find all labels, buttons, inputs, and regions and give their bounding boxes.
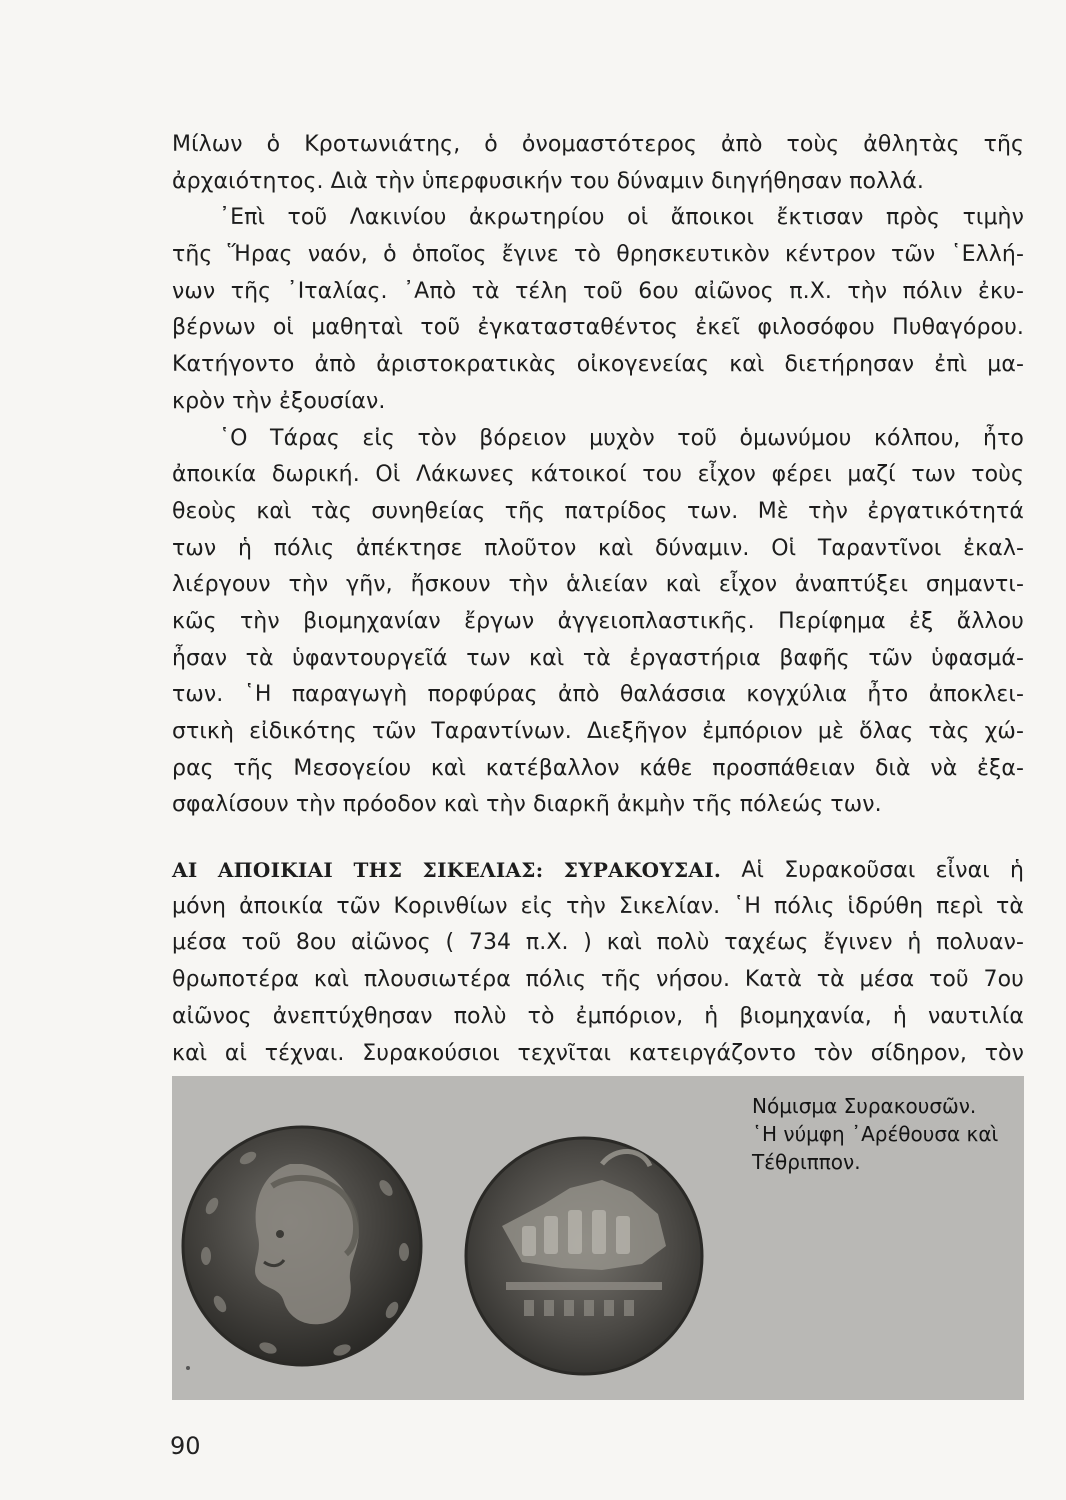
body-text bbox=[172, 127, 1024, 1072]
text-line: κρὸν τὴν ἐξουσίαν. bbox=[172, 388, 386, 414]
paragraph-gap bbox=[172, 824, 1024, 852]
section-first-line-rest: Αἱ Συρακοῦσαι εἶναι ἡ bbox=[741, 858, 1025, 884]
text-line: ἀρχαιότητος. Διὰ τὴν ὑπερφυσικήν του δύναμιν διηγήθησαν πολλά. bbox=[172, 168, 924, 194]
coin-reverse bbox=[466, 1138, 702, 1374]
text-line: των ἡ πόλις ἀπέκτησε πλοῦτον καὶ δύναμιν. Οἱ Ταραντῖνοι ἐκαλ- bbox=[172, 535, 1024, 561]
caption-line: Τέθριππον. bbox=[752, 1150, 861, 1174]
caption-line: ῾Η νύμφη ᾿Αρέθουσα καὶ bbox=[752, 1122, 999, 1146]
text-line: θεοὺς καὶ τὰς συνηθείας τῆς πατρίδος των. Μὲ τὴν ἐργατικότητά bbox=[172, 498, 1024, 524]
page-number: 90 bbox=[170, 1432, 201, 1460]
text-line: λιέργουν τὴν γῆν, ἤσκουν τὴν ἁλιείαν καὶ εἶχον ἀναπτύξει σημαντι- bbox=[172, 572, 1024, 598]
text-line: καὶ αἱ τέχναι. Συρακούσιοι τεχνῖται κατειργάζοντο τὸν σίδηρον, τὸν bbox=[172, 1040, 1024, 1066]
text-line: Μίλων ὁ Κροτωνιάτης, ὁ ὀνομαστότερος ἀπὸ τοὺς ἀθλητὰς τῆς bbox=[172, 132, 1024, 157]
section-first-line bbox=[172, 852, 1024, 889]
text-line: αἰῶνος ἀνεπτύχθησαν πολὺ τὸ ἐμπόριον, ἡ βιομηχανία, ἡ ναυτιλία bbox=[172, 1003, 1024, 1029]
text-line: ἦσαν τὰ ὑφαντουργεῖά των καὶ τὰ ἐργαστήρια βαφῆς τῶν ὑφασμά- bbox=[172, 645, 1024, 671]
text-line: ἀποικία δωρική. Οἱ Λάκωνες κάτοικοί του εἶχον φέρει μαζί των τοὺς bbox=[172, 462, 1024, 488]
text-line: στικὴ εἰδικότης τῶν Ταραντίνων. Διεξῆγον ἐμπόριον μὲ ὅλας τὰς χώ- bbox=[172, 719, 1024, 744]
text-line: τῆς Ἥρας ναόν, ὁ ὁποῖος ἔγινε τὸ θρησκευτικὸν κέντρον τῶν ῾Ελλή- bbox=[172, 242, 1024, 268]
figure-caption bbox=[752, 1092, 1010, 1176]
text-line: ρας τῆς Μεσογείου καὶ κατέβαλλον κάθε προσπάθειαν διὰ νὰ ἐξα- bbox=[172, 755, 1024, 781]
text-line: νων τῆς ᾿Ιταλίας. ᾿Απὸ τὰ τέλη τοῦ 6ου αἰῶνος π.Χ. τὴν πόλιν ἐκυ- bbox=[172, 278, 1024, 304]
coin-obverse bbox=[183, 1127, 421, 1365]
text-line: ῾Ο Τάρας εἰς τὸν βόρειον μυχὸν τοῦ ὁμωνύμου κόλπου, ἦτο bbox=[219, 425, 1024, 451]
text-line: ᾿Επὶ τοῦ Λακινίου ἀκρωτηρίου οἱ ἄποικοι ἔκτισαν πρὸς τιμὴν bbox=[219, 205, 1024, 231]
text-line: μέσα τοῦ 8ου αἰῶνος ( 734 π.Χ. ) καὶ πολὺ ταχέως ἔγινεν ἡ πολυαν- bbox=[172, 930, 1024, 956]
caption-line: Νόμισμα Συρακουσῶν. bbox=[752, 1094, 977, 1118]
text-line: βέρνων οἱ μαθηταὶ τοῦ ἐγκατασταθέντος ἐκεῖ φιλοσόφου Πυθαγόρου. bbox=[172, 315, 1024, 341]
text-line: κῶς τὴν βιομηχανίαν ἔργων ἀγγειοπλαστικῆς. Περίφημα ἐξ ἄλλου bbox=[172, 608, 1024, 634]
text-line: θρωποτέρα καὶ πλουσιωτέρα πόλις τῆς νήσου. Κατὰ τὰ μέσα τοῦ 7ου bbox=[172, 967, 1024, 993]
section-heading: ΑΙ ΑΠΟΙΚΙΑΙ ΤΗΣ ΣΙΚΕΛΙΑΣ: ΣΥΡΑΚΟΥΣΑΙ. bbox=[172, 858, 722, 883]
text-line: των. ῾Η παραγωγὴ πορφύρας ἀπὸ θαλάσσια κογχύλια ἦτο ἀποκλει- bbox=[172, 682, 1024, 708]
text-line: μόνη ἀποικία τῶν Κορινθίων εἰς τὴν Σικελίαν. ῾Η πόλις ἱδρύθη περὶ τὰ bbox=[172, 893, 1024, 919]
text-line: Κατήγοντο ἀπὸ ἀριστοκρατικὰς οἰκογενείας καὶ διετήρησαν ἐπὶ μα- bbox=[172, 352, 1024, 378]
text-line: σφαλίσουν τὴν πρόοδον καὶ τὴν διαρκῆ ἀκμὴν τῆς πόλεώς των. bbox=[172, 792, 882, 818]
